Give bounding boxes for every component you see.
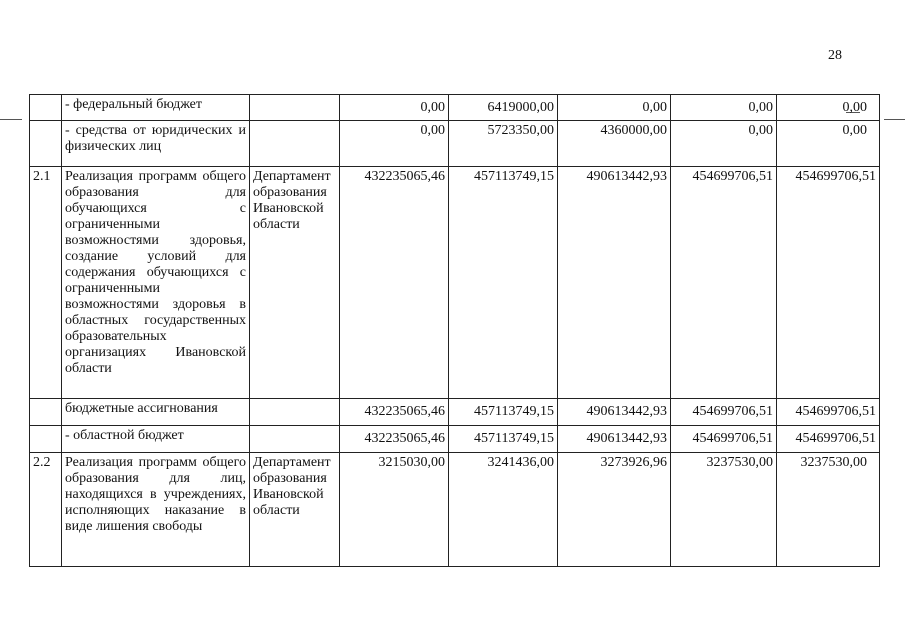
value-cell: 454699706,51: [671, 426, 777, 453]
row-executor: [250, 121, 340, 167]
value-cell: 457113749,15: [449, 426, 558, 453]
row-description: Реализация программ общего образования для обучающихся с ограниченными возможностями здоровья, создание условий для содержания обучающихся с ограниченными возможностями здоровья в областных государственных образовательных организациях Ивановской области: [62, 167, 250, 399]
row-code: 2.2: [30, 453, 62, 567]
row-code: [30, 399, 62, 426]
scan-line-left: [0, 119, 22, 120]
row-executor: [250, 95, 340, 121]
value-cell: 0,00: [777, 95, 880, 121]
value-cell: 457113749,15: [449, 399, 558, 426]
value-cell: 3241436,00: [449, 453, 558, 567]
value-cell: 3273926,96: [558, 453, 671, 567]
value-cell: 3237530,00: [671, 453, 777, 567]
table-row: [30, 426, 880, 453]
value-cell: 5723350,00: [449, 121, 558, 167]
value-cell: 432235065,46: [340, 399, 449, 426]
value-cell: 4360000,00: [558, 121, 671, 167]
table-row: [30, 453, 880, 567]
row-executor: [250, 399, 340, 426]
row-executor: [250, 426, 340, 453]
row-description: - областной бюджет: [62, 426, 250, 453]
value-cell: 454699706,51: [671, 167, 777, 399]
value-cell: 490613442,93: [558, 399, 671, 426]
value-cell: 6419000,00: [449, 95, 558, 121]
value-cell: 454699706,51: [777, 167, 880, 399]
value-cell: 432235065,46: [340, 426, 449, 453]
value-cell: 0,00: [671, 95, 777, 121]
value-cell: 0,00: [340, 121, 449, 167]
row-code: [30, 121, 62, 167]
table-row: [30, 399, 880, 426]
value-cell: 454699706,51: [777, 399, 880, 426]
budget-table: [29, 94, 880, 567]
value-cell: 457113749,15: [449, 167, 558, 399]
row-description: Реализация программ общего образования для лиц, находящихся в учреждениях, исполняющих наказание в виде лишения свободы: [62, 453, 250, 567]
value-cell: 0,00: [340, 95, 449, 121]
value-cell: 432235065,46: [340, 167, 449, 399]
row-description: - федеральный бюджет: [62, 95, 250, 121]
page-number: 28: [828, 48, 842, 63]
table-row: [30, 167, 880, 399]
value-cell: 0,00: [671, 121, 777, 167]
row-code: [30, 426, 62, 453]
value-cell: 0,00: [558, 95, 671, 121]
value-cell: 0,00: [777, 121, 880, 167]
row-description: бюджетные ассигнования: [62, 399, 250, 426]
value-cell: 454699706,51: [671, 399, 777, 426]
value-cell: 3215030,00: [340, 453, 449, 567]
scan-line-right: [884, 119, 905, 120]
row-description: - средства от юридических и физических лиц: [62, 121, 250, 167]
table-row: [30, 95, 880, 121]
value-cell: 3237530,00: [777, 453, 880, 567]
table-row: [30, 121, 880, 167]
row-code: 2.1: [30, 167, 62, 399]
value-cell: 454699706,51: [777, 426, 880, 453]
row-code: [30, 95, 62, 121]
value-cell: 490613442,93: [558, 426, 671, 453]
value-cell: 490613442,93: [558, 167, 671, 399]
row-executor: Департамент образования Ивановской области: [250, 167, 340, 399]
row-executor: Департамент образования Ивановской области: [250, 453, 340, 567]
